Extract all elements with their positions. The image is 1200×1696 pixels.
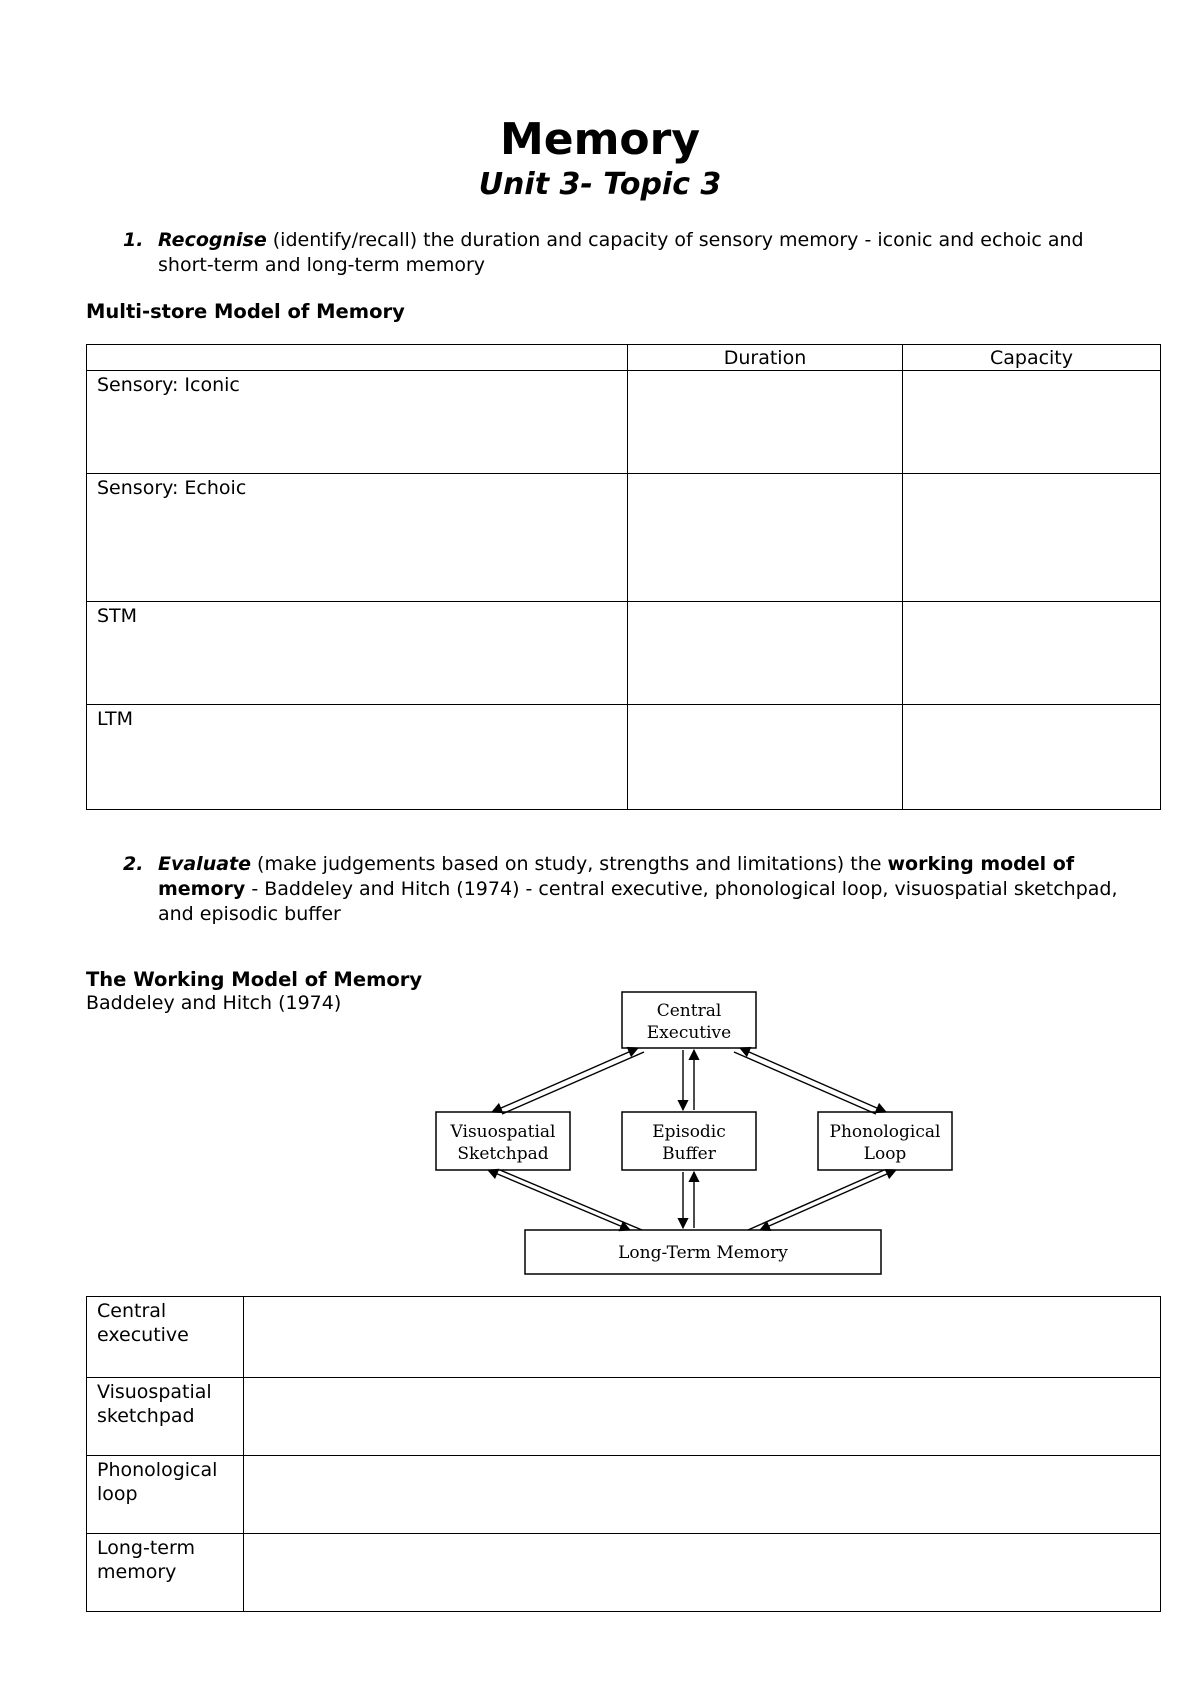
objective-2-body-b: - Baddeley and Hitch (1974) - central executive, phonological loop, visuospatial sketchpad, and episodic buffer — [158, 878, 1118, 925]
arrow-vs-ltm-b — [500, 1170, 642, 1230]
objective-2-body-a: (make judgements based on study, strengths and limitations) the — [251, 853, 888, 875]
objective-2-keyword: Evaluate — [158, 853, 252, 875]
column-header-blank — [87, 345, 628, 371]
phonological-notes-cell[interactable] — [244, 1456, 1161, 1534]
arrow-pl-ltm-a — [760, 1170, 896, 1230]
objective-2 — [123, 852, 1123, 927]
objective-1-number: 1. — [123, 229, 144, 251]
table-row — [87, 1534, 1161, 1612]
working-model-table — [86, 1296, 1161, 1612]
row-label-central-executive: Central executive — [87, 1297, 244, 1378]
row-label-visuospatial: Visuospatial sketchpad — [87, 1378, 244, 1456]
row-label-iconic: Sensory: Iconic — [87, 371, 628, 474]
objective-1-keyword: Recognise — [158, 229, 267, 251]
objective-2-bold-term: working model of memory — [158, 853, 1075, 900]
objective-2-number: 2. — [123, 853, 144, 875]
table-row — [87, 371, 1161, 474]
table-row — [87, 1297, 1161, 1378]
objective-1-body: (identify/recall) the duration and capacity of sensory memory - iconic and echoic and short-term and long-term memory — [158, 229, 1084, 276]
arrow-ce-pl-b — [734, 1052, 876, 1114]
central-executive-label-1: Central — [656, 1001, 722, 1021]
row-label-stm: STM — [87, 602, 628, 705]
row-label-long-term-memory: Long-term memory — [87, 1534, 244, 1612]
echoic-capacity-cell[interactable] — [903, 474, 1161, 602]
multistore-heading: Multi-store Model of Memory — [86, 300, 405, 323]
episodic-label-2: Buffer — [662, 1144, 716, 1164]
visuospatial-label-2: Sketchpad — [457, 1144, 549, 1164]
long-term-memory-notes-cell[interactable] — [244, 1534, 1161, 1612]
stm-duration-cell[interactable] — [628, 602, 903, 705]
page-subtitle: Unit 3- Topic 3 — [478, 167, 722, 202]
arrow-vs-ltm-a — [488, 1170, 630, 1230]
table-row — [87, 1456, 1161, 1534]
multistore-table — [86, 344, 1161, 810]
column-header-capacity: Capacity — [903, 345, 1161, 371]
table-row — [87, 705, 1161, 810]
working-model-citation: Baddeley and Hitch (1974) — [86, 992, 342, 1014]
row-label-echoic: Sensory: Echoic — [87, 474, 628, 602]
iconic-capacity-cell[interactable] — [903, 371, 1161, 474]
column-header-duration: Duration — [628, 345, 903, 371]
arrow-ce-pl-a — [740, 1048, 886, 1112]
iconic-duration-cell[interactable] — [628, 371, 903, 474]
ltm-duration-cell[interactable] — [628, 705, 903, 810]
long-term-memory-label: Long-Term Memory — [618, 1243, 788, 1263]
central-executive-notes-cell[interactable] — [244, 1297, 1161, 1378]
arrow-pl-ltm-b — [748, 1170, 884, 1230]
arrow-ce-vs-b — [502, 1052, 644, 1114]
phonological-label-2: Loop — [863, 1144, 907, 1164]
echoic-duration-cell[interactable] — [628, 474, 903, 602]
table-header-row — [87, 345, 1161, 371]
table-row — [87, 1378, 1161, 1456]
table-row — [87, 474, 1161, 602]
working-model-heading: The Working Model of Memory — [86, 968, 423, 991]
ltm-capacity-cell[interactable] — [903, 705, 1161, 810]
table-row — [87, 602, 1161, 705]
page-title: Memory — [499, 114, 701, 165]
arrow-ce-vs-a — [492, 1048, 638, 1112]
phonological-label-1: Phonological — [829, 1122, 941, 1142]
stm-capacity-cell[interactable] — [903, 602, 1161, 705]
row-label-phonological: Phonological loop — [87, 1456, 244, 1534]
visuospatial-label-1: Visuospatial — [450, 1122, 556, 1142]
working-model-diagram — [430, 990, 970, 1290]
objective-1-text — [158, 228, 1123, 278]
objective-2-text — [158, 852, 1123, 927]
objective-1 — [123, 228, 1123, 278]
episodic-label-1: Episodic — [652, 1122, 726, 1142]
visuospatial-notes-cell[interactable] — [244, 1378, 1161, 1456]
row-label-ltm: LTM — [87, 705, 628, 810]
central-executive-label-2: Executive — [646, 1023, 732, 1043]
